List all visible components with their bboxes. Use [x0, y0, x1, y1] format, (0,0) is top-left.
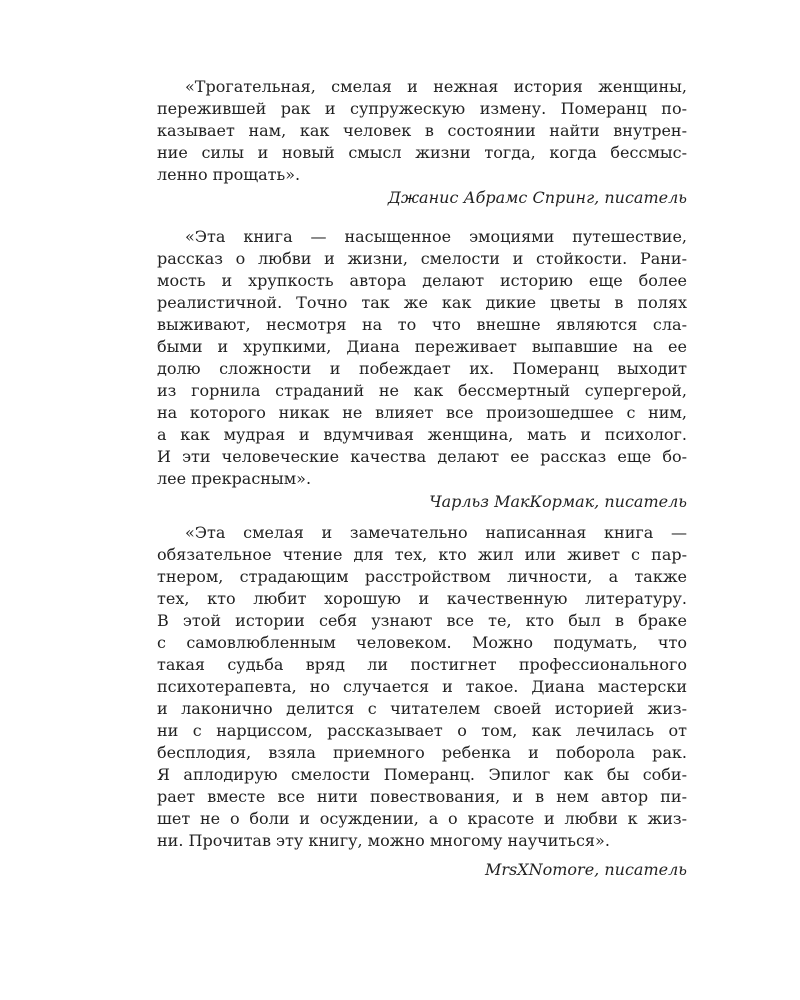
- review-line: рает вместе все нити повествования, и в нем автор пи-: [157, 787, 687, 806]
- review-line: выживают, несмотря на то что внешне являются сла-: [157, 315, 687, 334]
- review-line: бесплодия, взяла приемного ребенка и поборола рак.: [157, 743, 687, 762]
- review-line: пережившей рак и супружескую измену. Померанц по-: [157, 99, 687, 118]
- review-line: ни с нарциссом, рассказывает о том, как лечилась от: [157, 721, 687, 740]
- review-line: «Эта смелая и замечательно написанная книга —: [185, 523, 687, 542]
- review-line: лее прекрасным».: [157, 469, 312, 488]
- review-line: а как мудрая и вдумчивая женщина, мать и психолог.: [157, 425, 687, 444]
- review-line: ленно прощать».: [157, 165, 301, 184]
- review-quote: [157, 226, 687, 514]
- review-line: с самовлюбленным человеком. Можно подумать, что: [157, 633, 687, 652]
- review-line: такая судьба вряд ли постигнет профессионального: [157, 655, 687, 674]
- review-line: быми и хрупкими, Диана переживает выпавшие на ее: [157, 337, 687, 356]
- review-line: психотерапевта, но случается и такое. Диана мастерски: [157, 677, 687, 696]
- review-line: обязательное чтение для тех, кто жил или живет с пар-: [157, 545, 687, 564]
- review-line: ни. Прочитав эту книгу, можно многому научиться».: [157, 831, 610, 850]
- review-line: мость и хрупкость автора делают историю еще более: [157, 271, 687, 290]
- review-line: тех, кто любит хорошую и качественную литературу.: [157, 589, 687, 608]
- review-line: тнером, страдающим расстройством личности, а также: [157, 567, 687, 586]
- review-line: «Эта книга — насыщенное эмоциями путешествие,: [185, 227, 687, 246]
- review-author: MrsXNomore, писатель: [484, 860, 687, 879]
- review-quote: [157, 76, 687, 210]
- review-line: И эти человеческие качества делают ее рассказ еще бо-: [157, 447, 687, 466]
- review-line: реалистичной. Точно так же как дикие цветы в полях: [157, 293, 687, 312]
- review-line: Я аплодирую смелости Померанц. Эпилог как бы соби-: [157, 765, 687, 784]
- review-author: Джанис Абрамс Спринг, писатель: [387, 188, 687, 207]
- review-line: и лаконично делится с читателем своей историей жиз-: [157, 699, 687, 718]
- review-line: из горнила страданий не как бессмертный супергерой,: [157, 381, 687, 400]
- review-author: Чарльз МакКормак, писатель: [429, 492, 687, 511]
- review-line: В этой истории себя узнают все те, кто был в браке: [157, 611, 687, 630]
- review-line: шет не о боли и осуждении, а о красоте и любви к жиз-: [157, 809, 687, 828]
- review-line: долю сложности и побеждает их. Померанц выходит: [157, 359, 687, 378]
- review-line: «Трогательная, смелая и нежная история женщины,: [185, 77, 687, 96]
- review-quote: [157, 522, 687, 882]
- review-line: рассказ о любви и жизни, смелости и стойкости. Рани-: [157, 249, 687, 268]
- review-line: казывает нам, как человек в состоянии найти внутрен-: [157, 121, 687, 140]
- review-line: на которого никак не влияет все произошедшее с ним,: [157, 403, 687, 422]
- review-line: ние силы и новый смысл жизни тогда, когда бессмыс-: [157, 143, 687, 162]
